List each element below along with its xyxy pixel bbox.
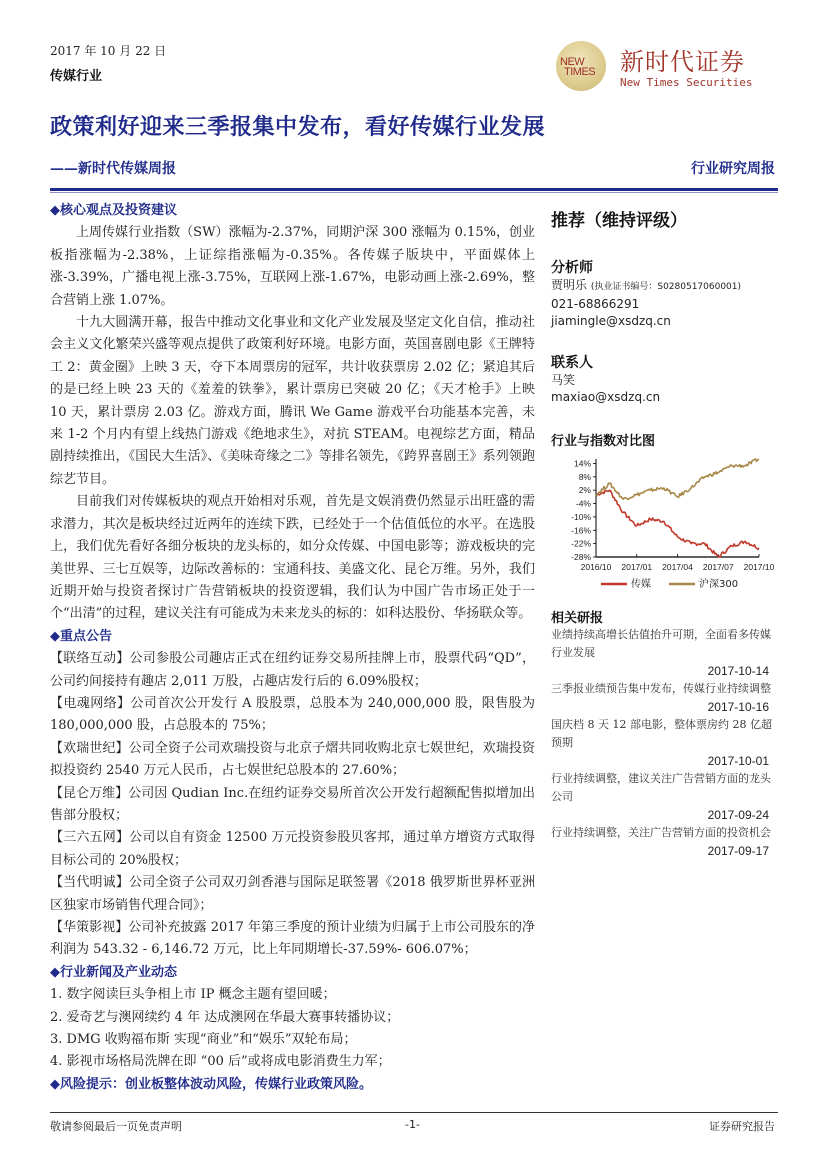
- y-tick-label: 14%: [573, 458, 591, 469]
- related-report-date: 2017-10-14: [707, 664, 769, 678]
- y-tick-label: -10%: [571, 511, 591, 522]
- logo-seal-icon: [556, 41, 606, 91]
- related-report-date: 2017-09-17: [707, 844, 769, 858]
- related-report-title[interactable]: 行业持续调整，建议关注广告营销方面的龙头公司: [551, 772, 771, 803]
- series-line-hs300: [596, 459, 759, 500]
- y-tick-label: -4%: [575, 498, 591, 509]
- report-title: 政策利好迎来三季报集中发布，看好传媒行业发展: [50, 114, 546, 140]
- chart-title: 行业与指数对比图: [551, 434, 656, 449]
- y-tick-label: 2%: [578, 485, 591, 496]
- main-content: [50, 200, 535, 1096]
- related-report-date: 2017-10-16: [707, 700, 769, 714]
- logo-name-en: New Times Securities: [620, 76, 753, 89]
- risk-warning-text: 风险提示：创业板整体波动风险，传媒行业政策风险。: [60, 1076, 373, 1092]
- section-core-heading: [50, 200, 535, 222]
- report-date: 2017 年 10 月 22 日: [50, 44, 167, 58]
- diamond-icon: ◆: [50, 628, 60, 644]
- related-report-date: 2017-10-01: [707, 754, 769, 768]
- page-number: -1-: [405, 1118, 420, 1131]
- analyst-cert: (执业证书编号：S0280517060001): [590, 282, 742, 292]
- announcement-item: 【华策影视】公司补充披露 2017 年第三季度的预计业绩为归属于上市公司股东的净利润为 543.32 - 6,146.72 万元，比上年同期增长-37.59%- 606.07%；: [50, 920, 535, 958]
- related-report-date: 2017-09-24: [707, 808, 769, 822]
- report-type: 行业研究周报: [691, 161, 775, 177]
- x-tick-label: 2017/01: [621, 562, 653, 572]
- y-tick-label: -28%: [571, 552, 591, 562]
- company-logo: [556, 38, 776, 98]
- news-item: 3. DMG 收购福布斯 实现“商业”和“娱乐”双轮布局；: [50, 1032, 357, 1048]
- header-divider: [50, 188, 778, 191]
- header-divider-thin: [50, 192, 778, 193]
- footer-label: 证券研究报告: [709, 1120, 775, 1133]
- announcement-item: 【联络互动】公司参股公司趣店正式在纽约证券交易所挂牌上市，股票代码“QD”，公司约间接持有趣店 2,011 万股，占趣店发行后的 6.09%股权；: [50, 651, 535, 689]
- footer-divider: [50, 1112, 778, 1113]
- footer-disclaimer[interactable]: 敬请参阅最后一页免责声明: [50, 1120, 182, 1133]
- analyst-phone: 021-68866291: [551, 297, 640, 311]
- y-tick-label: -16%: [571, 525, 591, 536]
- legend-label: 传媒: [631, 579, 651, 590]
- analyst-name-line: [551, 277, 777, 296]
- announcement-item: 【三六五网】公司以自有资金 12500 万元投资参股贝客邦，通过单方增资方式取得目标公司的 20%股权；: [50, 830, 535, 868]
- announcement-item: 【欢瑞世纪】公司全资子公司欢瑞投资与北京子熠共同收购北京七娱世纪，欢瑞投资拟投资约 2540 万元人民币，占七娱世纪总股本的 27.60%；: [50, 740, 535, 779]
- analyst-name: 贾明乐: [551, 278, 588, 292]
- related-heading: 相关研报: [551, 611, 604, 626]
- x-tick-label: 2017/10: [743, 562, 775, 572]
- contact-email[interactable]: maxiao@xsdzq.cn: [551, 390, 661, 404]
- report-subtitle: ——新时代传媒周报: [50, 161, 176, 177]
- section-news-heading: [50, 962, 535, 984]
- chart-svg: [551, 453, 777, 595]
- related-report-title[interactable]: 国庆档 8 天 12 部电影，整体票房约 28 亿超预期: [551, 718, 772, 749]
- y-tick-label: 8%: [578, 471, 591, 482]
- sidebar: [551, 200, 777, 860]
- diamond-icon: ◆: [50, 1076, 60, 1092]
- contact-heading: 联系人: [551, 355, 593, 371]
- related-list: [551, 626, 777, 860]
- logo-seal-bottom: TIMES: [564, 66, 596, 78]
- related-report-title[interactable]: 业绩持续高增长估值抬升可期，全面看多传媒行业发展: [551, 628, 771, 659]
- announcement-item: 【昆仑万维】公司因 Qudian Inc.在纽约证券交易所首次公开发行超额配售拟增加出售部分股权；: [50, 785, 535, 823]
- announcement-item: 【电魂网络】公司首次公开发行 A 股股票，总股本为 240,000,000 股，限售股为 180,000,000 股，占总股本的 75%；: [50, 695, 535, 734]
- core-paragraph: 目前我们对传媒板块的观点开始相对乐观，首先是文娱消费仍然显示出旺盛的需求潜力，其次是板块经过近两年的连续下跌，已经处于一个估值低位的水平。在选股上，我们优先看好各细分板块的龙头标的，如分众传媒、中国电影等；游戏板块的完美世界、三七互娱等，边际改善标的：宝通科技、美盛文化、昆仑万维。另外，我们近期开始与投资者探讨广告营销板块的投资逻辑，我们认为中国广告市场正处于一个“出清”的过程，建议关注有可能成为未来龙头的标的：如科达股份、华扬联众等。: [50, 494, 535, 622]
- comparison-chart: [551, 453, 777, 595]
- analyst-email[interactable]: jiamingle@xsdzq.cn: [551, 314, 671, 328]
- logo-name-cn: 新时代证券: [620, 48, 745, 76]
- industry-label: 传媒行业: [50, 69, 103, 84]
- risk-warning: [50, 1074, 535, 1096]
- related-report-title[interactable]: 三季报业绩预告集中发布，传媒行业持续调整: [551, 682, 771, 695]
- news-item: 4. 影视市场格局洗牌在即 “00 后”或将成电影消费生力军；: [50, 1054, 391, 1070]
- y-tick-label: -22%: [571, 538, 591, 549]
- core-paragraph: 上周传媒行业指数（SW）涨幅为-2.37%，同期沪深 300 涨幅为 0.15%，创业板指涨幅为-2.38%，上证综指涨幅为-0.35%。各传媒子版块中，平面媒体上涨-3.39%，广播电视上涨-3.75%，互联网上涨-1.67%，电影动画上涨-2.69%，整合营销上涨 1.07%。: [50, 225, 535, 308]
- core-paragraph: 十九大圆满开幕，报告中推动文化事业和文化产业发展及坚定文化自信，推动社会主义文化繁荣兴盛等观点提供了政策利好环境。电影方面，英国喜剧电影《王牌特工 2：黄金圈》上映 3 天，夺下本周票房的冠军，共计收获票房 2.02 亿；紧追其后的是已经上映 23 天的《羞羞的铁拳》，累计票房已突破 20 亿；《天才枪手》上映 10 天，累计票房 2.03 亿。游戏方面，腾讯 We Game 游戏平台功能基本完善，未来 1-2 个月内有望上线热门游戏《绝地求生》，对抗 STEAM。电视综艺方面，精品剧持续推出，《国民大生活》、《美味奇缘之二》等排名领先，《跨界喜剧王》系列领跑综艺节目。: [50, 315, 535, 487]
- related-report-title[interactable]: 行业持续调整，关注广告营销方面的投资机会: [551, 826, 771, 839]
- x-tick-label: 2017/04: [662, 562, 693, 572]
- news-item: 2. 爱奇艺与澳网续约 4 年 达成澳网在华最大赛事转播协议；: [50, 1009, 400, 1025]
- legend-label: 沪深300: [699, 579, 739, 590]
- x-tick-label: 2017/07: [702, 562, 734, 572]
- news-item: 1. 数字阅读巨头争相上市 IP 概念主题有望回暖；: [50, 987, 336, 1003]
- contact-name: 马笑: [551, 373, 576, 387]
- rating: 推荐（维持评级）: [551, 211, 687, 231]
- diamond-icon: ◆: [50, 203, 60, 218]
- section-announcements-title: 重点公告: [60, 628, 113, 644]
- diamond-icon: ◆: [50, 964, 60, 980]
- x-tick-label: 2016/10: [580, 562, 612, 572]
- section-announcements-heading: [50, 626, 535, 648]
- series-line-media: [596, 490, 759, 557]
- section-core-title: 核心观点及投资建议: [60, 203, 178, 218]
- logo-seal-top: NEW: [560, 56, 585, 68]
- announcement-item: 【当代明诚】公司全资子公司双刃剑香港与国际足联签署《2018 俄罗斯世界杯亚洲区独家市场销售代理合同》；: [50, 875, 535, 913]
- section-news-title: 行业新闻及产业动态: [60, 964, 178, 980]
- analyst-heading: 分析师: [551, 260, 593, 276]
